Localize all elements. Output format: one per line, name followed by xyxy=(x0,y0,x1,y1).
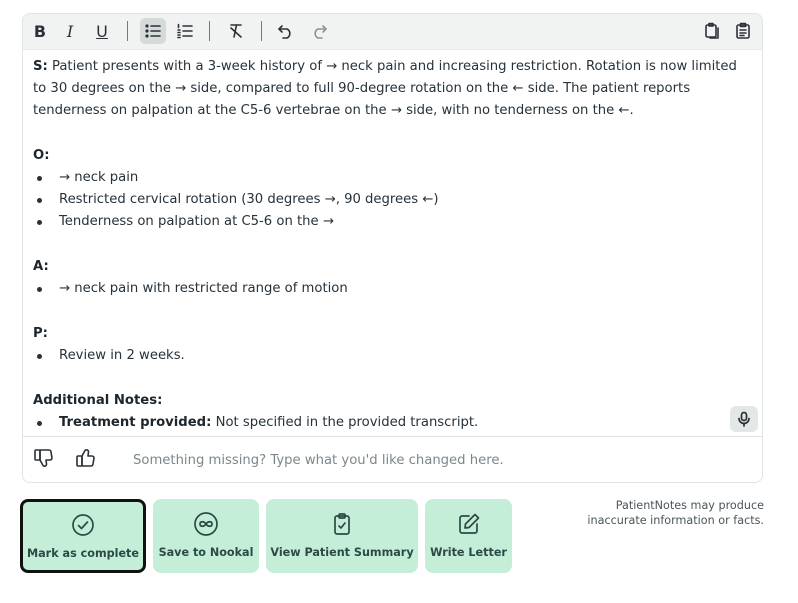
list-item: → neck pain xyxy=(33,167,745,189)
assessment-label: A: xyxy=(33,259,49,274)
save-to-nookal-label: Save to Nookal xyxy=(158,546,254,559)
mark-complete-button[interactable] xyxy=(20,499,146,573)
feedback-bar xyxy=(22,437,763,483)
plan-label: P: xyxy=(33,326,48,341)
undo-button[interactable] xyxy=(273,18,299,44)
disclaimer-text: PatientNotes may produce inaccurate information or facts. xyxy=(587,499,764,527)
list-item: Tenderness on palpation at C5-6 on the → xyxy=(33,211,745,233)
pencil-square-icon xyxy=(457,512,481,536)
soap-note xyxy=(33,56,745,434)
list-item: Restricted cervical rotation (30 degrees →, 90 degrees ←) xyxy=(33,189,745,211)
note-editor[interactable] xyxy=(22,49,763,437)
redo-icon xyxy=(310,22,328,40)
subjective-label: S: xyxy=(33,59,48,74)
thumbs-up-icon xyxy=(75,447,97,469)
copy-icon xyxy=(703,22,721,40)
objective-label: O: xyxy=(33,148,50,163)
write-letter-label: Write Letter xyxy=(430,546,507,559)
bullet-list-icon xyxy=(144,22,162,40)
additional-notes-list xyxy=(33,412,745,434)
objective-list xyxy=(33,167,745,233)
editor-toolbar xyxy=(22,13,763,49)
underline-button[interactable]: U xyxy=(96,21,108,41)
dictate-button[interactable] xyxy=(730,406,758,432)
toolbar-divider xyxy=(209,21,210,41)
treatment-label: Treatment provided: xyxy=(59,415,212,430)
clipboard-icon xyxy=(734,22,752,40)
check-circle-icon xyxy=(71,513,95,537)
feedback-input[interactable] xyxy=(133,449,733,471)
undo-icon xyxy=(277,22,295,40)
list-item xyxy=(33,412,745,434)
clipboard-button[interactable] xyxy=(730,18,756,44)
numbered-list-button[interactable] xyxy=(172,18,198,44)
list-item: Review in 2 weeks. xyxy=(33,345,745,367)
subjective-text: Patient presents with a 3-week history of → neck pain and increasing restriction. Rotation is now limited to 30 degrees on the → side, compared to full 90-degree rotation on the ← side. The patient reports tenderness on palpation at the C5-6 vertebrae on the → side, with no tenderness on the ←. xyxy=(33,59,737,118)
clear-format-button[interactable] xyxy=(223,18,249,44)
additional-notes-label: Additional Notes: xyxy=(33,393,163,408)
redo-button[interactable] xyxy=(306,18,332,44)
microphone-icon xyxy=(736,411,752,427)
italic-button[interactable]: I xyxy=(66,21,74,41)
thumbs-down-button[interactable] xyxy=(33,447,57,471)
clear-format-icon xyxy=(227,22,245,40)
toolbar-divider xyxy=(261,21,262,41)
save-to-nookal-button[interactable] xyxy=(153,499,259,573)
copy-button[interactable] xyxy=(699,18,725,44)
mark-complete-label: Mark as complete xyxy=(27,547,139,560)
view-patient-summary-label: View Patient Summary xyxy=(270,546,414,559)
bullet-list-button[interactable] xyxy=(140,18,166,44)
list-item: → neck pain with restricted range of motion xyxy=(33,278,745,300)
thumbs-down-icon xyxy=(33,447,55,469)
subjective-section xyxy=(33,56,745,122)
infinity-icon xyxy=(194,512,218,536)
clipboard-check-icon xyxy=(330,512,354,536)
assessment-list xyxy=(33,278,745,300)
bold-button[interactable]: B xyxy=(33,21,47,41)
thumbs-up-button[interactable] xyxy=(75,447,99,471)
plan-list xyxy=(33,345,745,367)
write-letter-button[interactable] xyxy=(425,499,512,573)
toolbar-divider xyxy=(127,21,128,41)
treatment-text: Not specified in the provided transcript. xyxy=(211,415,479,430)
numbered-list-icon xyxy=(176,22,194,40)
view-patient-summary-button[interactable] xyxy=(266,499,418,573)
